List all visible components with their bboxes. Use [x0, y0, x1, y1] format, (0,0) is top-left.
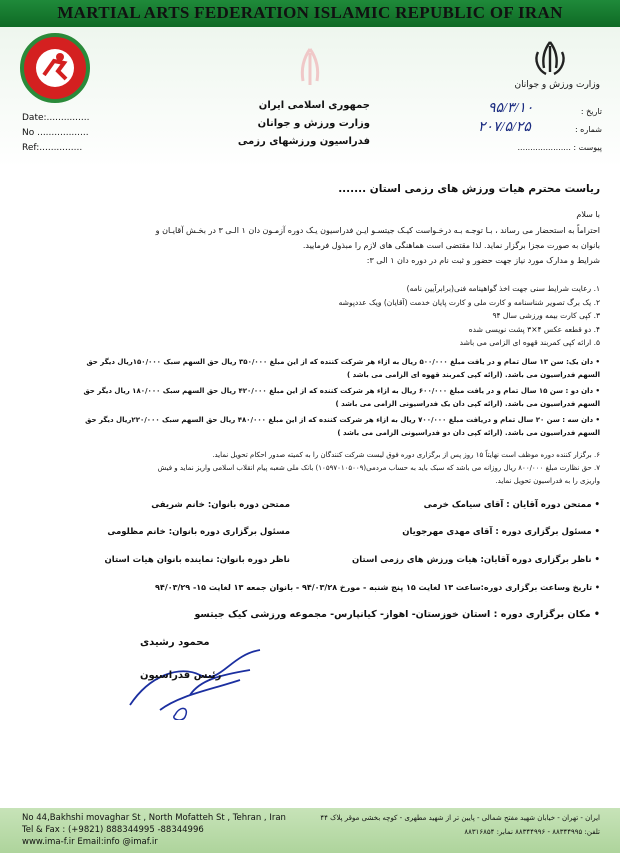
supervisor-women: ناظر دوره بانوان: نماینده بانوان هیات استان	[104, 555, 290, 565]
footer-fa-address: ایران - تهران - خیابان شهید مفتح شمالی - پایین تر از شهید مطهری - کوچه بخشی موقر پلاک ۴۴	[320, 814, 600, 822]
venue: • مکان برگزاری دوره : استان خوزستان- اهواز- کیانپارس- مجموعه ورزشی کیک جیتسو	[194, 609, 600, 620]
letter-greeting: با سلام	[576, 210, 600, 219]
list-item: ۱. رعایت شرایط سنی جهت اخذ گواهینامه فنی(برابرآیین نامه)	[406, 284, 600, 293]
list-item: ۳. کپی کارت بیمه ورزشی سال ۹۴	[492, 311, 600, 320]
fa-attachment-field: پیوست : .....................	[517, 143, 602, 152]
supervisor-men: • ناظر برگزاری دوره آقایان: هیات ورزش های رزمی استان	[352, 555, 600, 565]
requirements-list	[200, 282, 600, 350]
date-field: Date:...............	[22, 113, 90, 123]
footer-en-address: No 44,Bakhshi movaghar St , North Mofatteh St , Tehran , Iran	[22, 813, 286, 823]
footer-fa-phone: تلفن: ۸۸۳۴۴۹۹۵ - ۸۸۳۴۴۹۹۶ نمابر: ۸۸۳۱۶۸۵۴	[464, 828, 600, 836]
letter-subject: ریاست محترم هیات ورزش های رزمی استان .......	[338, 183, 600, 195]
note-6: ۶. برگزار کننده دوره موظف است نهایتاً ۱۵ روز پس از برگزاری دوره فوق لیست شرکت کنندگان را به کمیته صدور احکام تحویل نماید.	[212, 451, 600, 459]
list-item: ۲. یک برگ تصویر شناسنامه و کارت ملی و کارت پایان خدمت (آقایان) ویک عددپوشه	[338, 297, 600, 307]
intro-line-1: احتراماً به استحضار می رساند ، بـا توجـه بـه درخـواست کیـک جیتسـو ایـن فدراسیون یـک دوره آزمـون دان ۱ الـی ۳ در بخـش آقایـان و	[155, 226, 600, 235]
header-line-3: فدراسیون ورزشهای رزمی	[237, 136, 370, 147]
schedule: • تاریخ وساعت برگزاری دوره:ساعت ۱۳ لغایت ۱۵ پنج شنبه - مورخ ۹۴/۰۳/۲۸ - بانوان جمعه ۱۳ لغایت ۱۵- ۹۴/۰۳/۲۹	[155, 583, 600, 592]
signer-title: رئیس فدراسیون	[140, 670, 222, 681]
list-item: • دان دو : سن ۱۵ سال تمام و در یافت مبلغ ۶۰۰/۰۰۰ ریال به ازاء هر شرکت کننده که از این مبلغ ۴۲۰/۰۰۰ ریال حق السهم سبک ۱۸۰/۰۰۰ ریال دیگر حق السهم فدراسیون می باشد. (ارائه کپی دان یک فدراسیونی الزامی می باشد )	[83, 387, 600, 408]
fa-date-label: تاریخ :	[580, 107, 602, 116]
examiner-women: ممتحن دوره بانوان: خانم شریفی	[151, 500, 290, 510]
examiner-men: • ممتحن دوره آقایان : آقای سیامک خرمی	[423, 500, 600, 510]
federation-title: MARTIAL ARTS FEDERATION ISLAMIC REPUBLIC OF IRAN	[57, 3, 563, 22]
organizer-women: مسئول برگزاری دوره بانوان: خانم مظلومی	[107, 527, 290, 537]
ref-field: Ref:...............	[22, 143, 83, 153]
fee-list	[30, 356, 600, 440]
fa-number-value: ۲۰۷/۵/۲۵	[478, 120, 531, 135]
footer-en-web: www.ima-f.ir Email:info @imaf.ir	[22, 837, 158, 847]
intro-line-3: شرایط و مدارک مورد نیاز جهت حضور و ثبت نام در دوره دان ۱ الی ۳:	[366, 256, 600, 265]
iran-emblem-icon	[530, 38, 570, 78]
footer-en-phone: Tel & Fax : (+9821) 888344995 -88344996	[22, 825, 204, 835]
list-item: • دان سه : سن ۲۰ سال تمام و دریافت مبلغ ۷۰۰/۰۰۰ ریال به ازاء هر شرکت کننده که از این مبلغ ۴۸۰/۰۰۰ ریال حق السهم سبک ۲۲۰/۰۰۰ریال دیگر حق السهم فدراسیون می باشد. (ارائه کپی دان دو فدراسیونی الزامی می باشد )	[85, 416, 600, 437]
organizer-men: • مسئول برگزاری دوره : آقای مهدی مهرجویان	[402, 527, 600, 537]
note-7: ۷. حق نظارت مبلغ ۸۰۰/۰۰۰ ریال روزانه می باشد که سبک باید به حساب مردمی(۱۰۵۹۷۰۱۰۵۰۰۹) بانک ملی شعبه پیام انقلاب اسلامی واریز نماید و فیش واریزی را به فدراسیون تحویل نماید.	[157, 464, 600, 485]
number-field: No ..................	[22, 128, 89, 138]
list-item: • دان یک: سن ۱۳ سال تمام و در یافت مبلغ ۵۰۰/۰۰۰ ریال به ازاء هر شرکت کننده که از این مبلغ ۳۵۰/۰۰۰ ریال حق السهم سبک ۱۵۰/۰۰۰ریال دیگر حق السهم فدراسیون می باشد. (ارائه کپی کمربند قهوه ای الزامی می باشد )	[86, 358, 600, 379]
list-item: ۵. ارائه کپی کمربند قهوه ای الزامی می باشد	[459, 338, 600, 347]
watermark-emblem-icon	[285, 45, 335, 90]
header-line-2: وزارت ورزش و جوانان	[257, 118, 370, 129]
fa-date-value: ۹۵/۳/۱۰	[488, 101, 534, 116]
list-item: ۴. دو قطعه عکس ۴×۳ پشت نویسی شده	[468, 324, 600, 334]
ministry-name: وزارت ورزش و جوانان	[514, 80, 600, 90]
signer-name: محمود رشیدی	[140, 637, 210, 648]
header-line-1: جمهوری اسلامی ایران	[258, 100, 370, 111]
federation-logo-icon	[20, 33, 90, 103]
intro-line-2: بانوان به صورت مجزا برگزار نماید. لذا مقتضی است هماهنگی های لازم را مبذول فرمایید.	[302, 241, 600, 250]
fa-number-label: شماره :	[574, 125, 602, 134]
